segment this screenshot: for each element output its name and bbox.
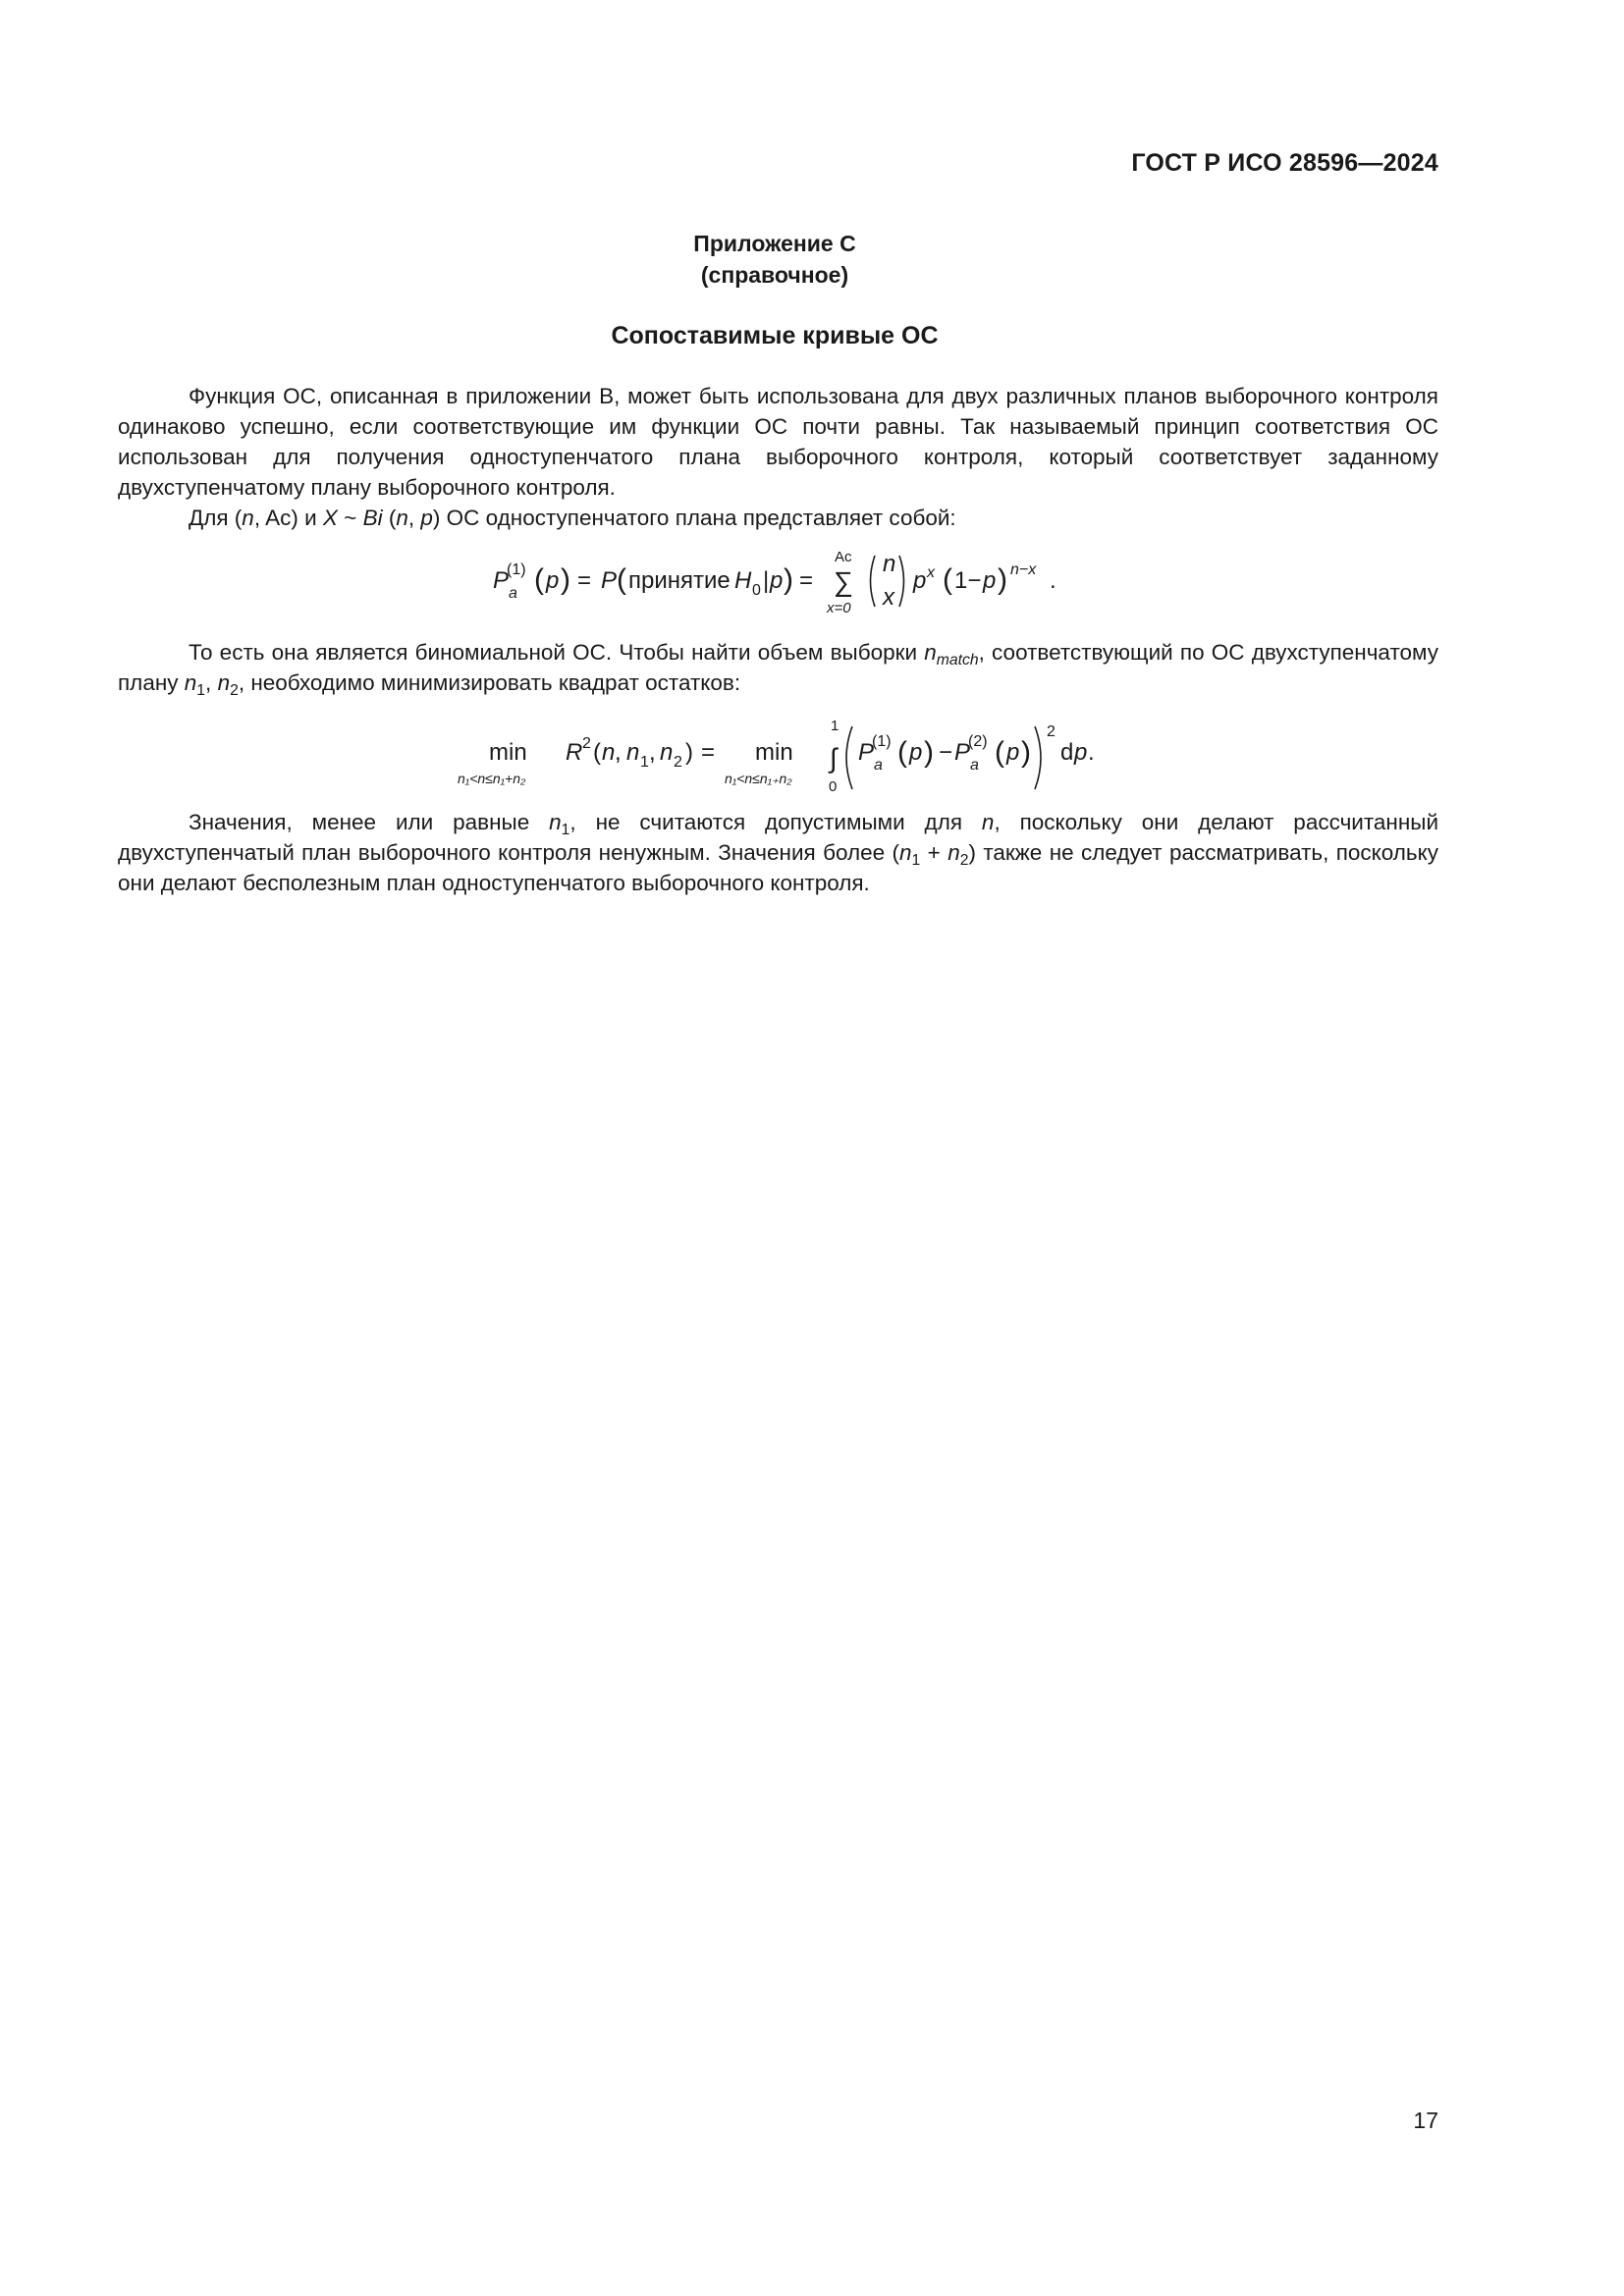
svg-text:P: P [954,739,971,766]
svg-text:,: , [615,739,622,766]
svg-text:0: 0 [752,582,761,599]
annex-title: Приложение С [693,231,856,256]
svg-text:x=0: x=0 [827,600,851,616]
paragraph-2: Для (n, Ac) и X ~ Bi (n, p) ОС одноступенчатого плана представляет собой: [189,506,956,530]
svg-text:P: P [858,739,875,766]
svg-text:n₁<n≤n₁₊n₂: n₁<n≤n₁₊n₂ [725,771,792,786]
svg-text:(: ( [534,563,544,596]
svg-text:H: H [734,567,752,594]
svg-text:): ) [561,563,570,596]
annex-heading [0,228,1549,291]
annex-subtitle: (справочное) [700,262,849,288]
svg-text:R: R [566,739,583,766]
svg-text:n: n [660,739,674,766]
svg-text:=: = [799,567,814,594]
formula-min-residual-square [454,715,1161,803]
svg-text:p: p [770,567,784,594]
svg-text:p: p [983,567,997,594]
svg-text:n₁<n≤n₁+n₂: n₁<n≤n₁+n₂ [458,771,526,786]
svg-text:=: = [577,567,592,594]
svg-text:(: ( [943,563,952,596]
svg-text:a: a [874,757,883,774]
svg-text:a: a [970,757,979,774]
svg-text:): ) [998,563,1007,596]
svg-text:): ) [1021,736,1031,769]
svg-text:(: ( [617,563,626,596]
svg-text:d: d [1060,739,1074,766]
svg-text:.: . [1088,739,1095,766]
svg-text:2: 2 [674,754,682,771]
paragraph-3: То есть она является биномиальной ОС. Чтобы найти объем выборки $n_{match}$, соответствующий по ОС двухступенчатому плану $n_1$, $n_2$, необходимо минимизировать квадрат остатков: [118,640,1438,699]
svg-text:−: − [939,739,953,766]
svg-text:=: = [701,739,716,766]
svg-text:p: p [913,567,927,594]
svg-text:(1): (1) [507,561,526,578]
svg-text:∑: ∑ [834,566,853,597]
svg-text:P: P [601,567,618,594]
section-title: Сопоставимые кривые ОС [611,322,939,349]
paragraph-4: Значения, менее или равные $n_1$, не считаются допустимыми для n, поскольку они делают рассчитанный двухступенчатый план выборочного контроля ненужным. Значения более $(n_1 + n_2)$ также не следует рассматривать, поскольку они делают бесполезным план одноступенчатого выборочного контроля. [118,810,1439,895]
svg-text:min: min [489,739,527,766]
svg-text:p: p [1074,739,1088,766]
svg-text:1−: 1− [954,567,982,594]
svg-text:∫: ∫ [830,743,838,774]
svg-text:принятие: принятие [628,567,731,594]
document-code: ГОСТ Р ИСО 28596—2024 [1131,149,1438,177]
svg-text:x: x [927,564,935,581]
svg-text:(: ( [593,739,601,766]
svg-text:,: , [649,739,656,766]
svg-text:p: p [1006,739,1020,766]
svg-text:n: n [883,551,896,577]
svg-text:): ) [924,736,934,769]
svg-text:(: ( [897,736,907,769]
f1-P: P [493,567,510,594]
svg-text:2: 2 [582,735,591,752]
formula-oc-single-stage [489,542,1176,620]
svg-text:n: n [626,739,640,766]
paragraph-1: Функция ОС, описанная в приложении В, может быть использована для двух различных планов выборочного контроля одинаково успешно, если соответствующие им функции ОС почти равны. Так называемый принцип соответствия ОС использован для получения одноступенчатого плана выборочного контроля, который соответствует заданному двухступенчатому плану выборочного контроля. [118,384,1438,500]
svg-text:(2): (2) [968,733,988,750]
svg-text:2: 2 [1047,723,1056,740]
svg-text:(: ( [995,736,1004,769]
svg-text:1: 1 [640,754,649,771]
paragraph-constraints [118,807,1438,898]
svg-text:min: min [755,739,793,766]
svg-text:): ) [784,563,793,596]
svg-text:(1): (1) [872,733,892,750]
svg-text:.: . [1050,567,1056,594]
svg-text:0: 0 [829,778,838,795]
svg-text:a: a [509,585,517,602]
svg-text:Ac: Ac [835,549,852,565]
svg-text:n−x: n−x [1010,561,1037,578]
paragraph-intro [118,381,1438,533]
page-number: 17 [1413,2108,1438,2133]
svg-text:|: | [763,567,770,594]
svg-text:p: p [546,567,560,594]
svg-text:n: n [602,739,616,766]
paragraph-binomial [118,637,1438,698]
svg-text:1: 1 [831,718,839,734]
svg-text:): ) [685,739,693,766]
svg-text:p: p [909,739,923,766]
svg-text:x: x [883,584,894,611]
